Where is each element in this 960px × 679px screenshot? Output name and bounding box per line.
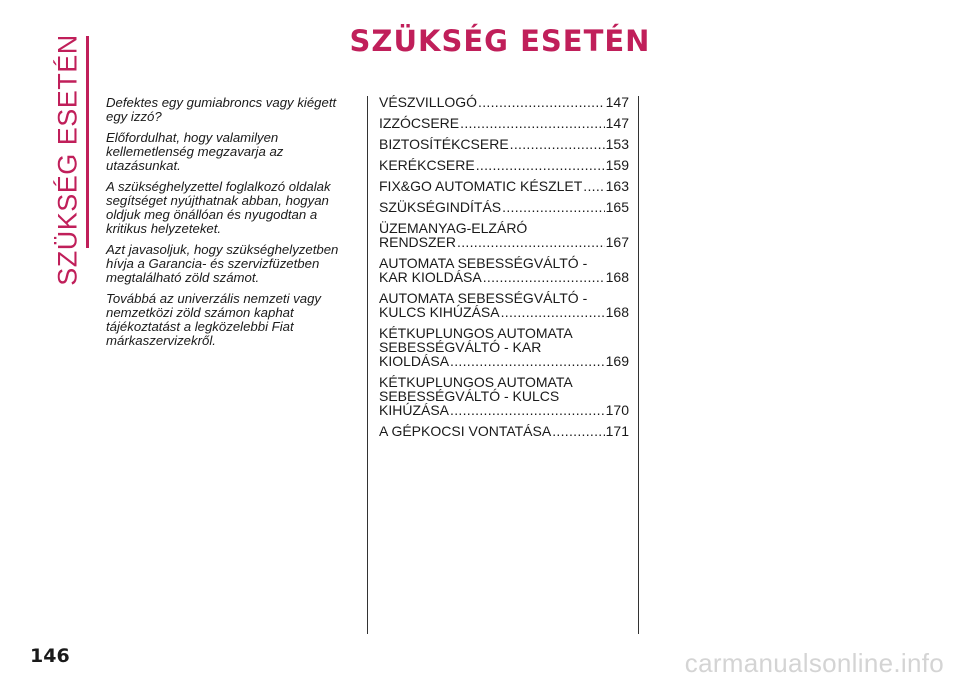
toc-leader-dots <box>502 200 605 214</box>
column-divider-left <box>367 96 368 634</box>
toc-entry[interactable] <box>379 95 629 109</box>
toc-entry-title-line: AUTOMATA SEBESSÉGVÁLTÓ - <box>379 255 588 271</box>
toc-entry-title: VÉSZVILLOGÓ <box>379 94 478 110</box>
toc-leader-dots <box>552 424 604 438</box>
toc-leader-dots <box>457 235 605 249</box>
toc-entry-title-line: SEBESSÉGVÁLTÓ - KAR <box>379 339 542 355</box>
toc-entry[interactable] <box>379 116 629 130</box>
toc-leader-dots <box>450 403 605 417</box>
toc-entry-row <box>379 235 629 249</box>
toc-leader-dots <box>501 305 605 319</box>
toc-entry-title: SZÜKSÉGINDÍTÁS <box>379 199 502 215</box>
intro-text <box>106 96 356 355</box>
intro-paragraph: Defektes egy gumiabroncs vagy kiégett egy izzó? <box>106 95 337 124</box>
toc-entry-title-line: KÉTKUPLUNGOS AUTOMATA <box>379 325 573 341</box>
toc-entry[interactable] <box>379 256 629 284</box>
side-tab-label: SZÜKSÉG ESETÉN <box>52 34 83 286</box>
intro-paragraph: Továbbá az univerzális nemzeti vagy nemzetközi zöld számon kaphat tájékoztatást a legközelebbi Fiat márkaszervizekről. <box>106 291 322 348</box>
toc-entry-title: BIZTOSÍTÉKCSERE <box>379 136 509 152</box>
toc-page-number: 153 <box>605 136 629 152</box>
toc-entry-row <box>379 305 629 319</box>
toc-entry[interactable] <box>379 137 629 151</box>
toc-leader-dots <box>450 354 605 368</box>
toc-entry-title: KERÉKCSERE <box>379 157 475 173</box>
toc-entry-title: KIHÚZÁSA <box>379 402 450 418</box>
intro-paragraph: Azt javasoljuk, hogy szükséghelyzetben hívja a Garancia- és szervizfüzetben megtalálható zöld számot. <box>106 242 339 285</box>
toc-entry-title: IZZÓCSERE <box>379 115 460 131</box>
toc-entry[interactable] <box>379 158 629 172</box>
toc-leader-dots <box>460 116 605 130</box>
side-accent-rule <box>86 36 89 248</box>
toc-entry[interactable] <box>379 291 629 319</box>
toc-entry-title: KAR KIOLDÁSA <box>379 269 482 285</box>
toc-page-number: 168 <box>605 269 629 285</box>
toc-entry-row <box>379 354 629 368</box>
toc-entry-title-line: ÜZEMANYAG-ELZÁRÓ <box>379 220 528 236</box>
column-divider-right <box>638 96 639 634</box>
intro-paragraph: Előfordulhat, hogy valamilyen kellemetlenség megzavarja az utazásunkat. <box>106 130 284 173</box>
toc-entry-row <box>379 424 629 438</box>
toc-page-number: 169 <box>605 353 629 369</box>
toc-entry[interactable] <box>379 375 629 417</box>
toc-page-number: 165 <box>605 199 629 215</box>
toc-leader-dots <box>476 158 605 172</box>
toc-entry[interactable] <box>379 221 629 249</box>
side-section-tab <box>52 30 84 290</box>
toc-leader-dots <box>510 137 605 151</box>
toc-page-number: 147 <box>605 115 629 131</box>
toc-entry[interactable] <box>379 424 629 438</box>
toc-entry-row <box>379 270 629 284</box>
toc-page-number: 159 <box>605 157 629 173</box>
toc-entry-title: FIX&GO AUTOMATIC KÉSZLET <box>379 178 583 194</box>
intro-paragraph: A szükséghelyzettel foglalkozó oldalak segítséget nyújthatnak abban, hogyan oldjuk meg önállóan és nyugodtan a kritikus helyzeteket. <box>106 179 331 236</box>
toc-page-number: 171 <box>605 423 629 439</box>
toc-entry-title-line: KÉTKUPLUNGOS AUTOMATA <box>379 374 573 390</box>
toc-entry-row <box>379 137 629 151</box>
toc-page-number: 170 <box>605 402 629 418</box>
toc-entry-title: KIOLDÁSA <box>379 353 450 369</box>
toc-entry-row <box>379 403 629 417</box>
toc-entry[interactable] <box>379 179 629 193</box>
toc-leader-dots <box>483 270 605 284</box>
toc-entry-row <box>379 158 629 172</box>
toc-leader-dots <box>478 95 605 109</box>
toc-entry-row <box>379 200 629 214</box>
toc-page-number: 163 <box>605 178 629 194</box>
toc-page-number: 147 <box>605 94 629 110</box>
toc-entry-title-line: AUTOMATA SEBESSÉGVÁLTÓ - <box>379 290 588 306</box>
toc-entry-title-line: SEBESSÉGVÁLTÓ - KULCS <box>379 388 560 404</box>
toc-page-number: 167 <box>605 234 629 250</box>
toc-entry-row <box>379 116 629 130</box>
page-title: SZÜKSÉG ESETÉN <box>349 24 651 58</box>
toc-entry-title: A GÉPKOCSI VONTATÁSA <box>379 423 552 439</box>
toc-entry-title: KULCS KIHÚZÁSA <box>379 304 500 320</box>
toc-entry-row <box>379 95 629 109</box>
watermark: carmanualsonline.info <box>684 648 944 678</box>
toc-entry[interactable] <box>379 326 629 368</box>
toc-entry-row <box>379 179 629 193</box>
page-number: 146 <box>30 645 70 667</box>
toc-entry[interactable] <box>379 200 629 214</box>
toc-entry-title: RENDSZER <box>379 234 457 250</box>
toc-leader-dots <box>583 179 604 193</box>
table-of-contents <box>379 95 629 445</box>
toc-page-number: 168 <box>605 304 629 320</box>
